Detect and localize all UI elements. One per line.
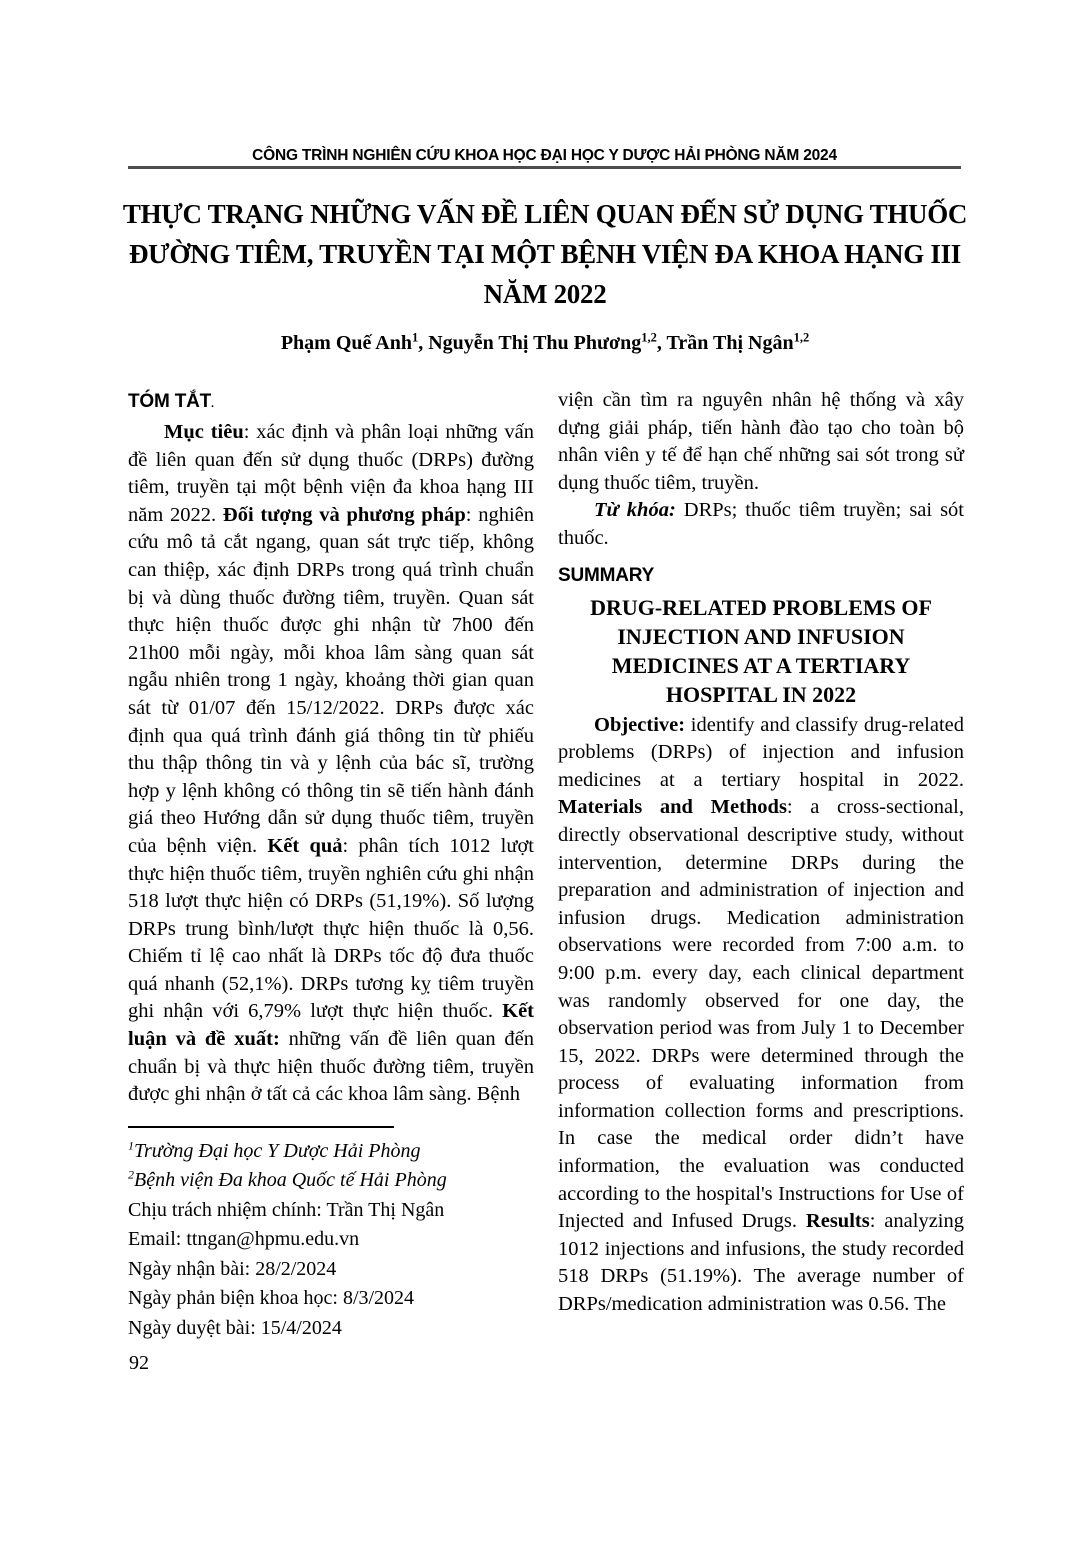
abstract-run: : xác định và phân loại những vấn đề liên quan đến sử dụng thuốc (DRPs) đường tiêm, truyền tại một bệnh viện đa khoa hạng III năm 2022. [128, 421, 534, 526]
abstract-run: những vấn đề liên quan đến chuẩn bị và thực hiện thuốc đường tiêm, truyền được ghi nhận ở tất cả các khoa lâm sàng. Bệnh [128, 1028, 535, 1106]
affiliation-superscript: 2 [128, 1167, 134, 1182]
affiliation-text: Trường Đại học Y Dược Hải Phòng [134, 1139, 421, 1162]
author-name: , Nguyễn Thị Thu Phương [418, 332, 642, 354]
left-column [128, 387, 534, 1343]
summary-title-line-4: HOSPITAL IN 2022 [665, 681, 857, 707]
summary-run: identify and classify drug-related problems (DRPs) of injection and infusion medicines at a tertiary hospital in 2022. [558, 713, 964, 791]
keywords-text: DRPs; thuốc tiêm truyền; sai sót thuốc. [558, 499, 964, 549]
footnote-divider [128, 1126, 394, 1128]
summary-heading: SUMMARY [558, 564, 655, 586]
summary-run-bold: Results [805, 1210, 870, 1233]
header-rule [128, 166, 961, 169]
affiliation-2 [128, 1166, 534, 1196]
authors-line [117, 332, 973, 355]
paper-title-line-1: THỰC TRẠNG NHỮNG VẤN ĐỀ LIÊN QUAN ĐẾN SỬ DỤNG THUỐC [122, 199, 968, 229]
abstract-run-bold: Đối tượng và phương pháp [222, 503, 466, 526]
abstract-run: : phân tích 1012 lượt thực hiện thuốc tiêm, truyền nghiên cứu ghi nhận 518 lượt thực hiện có DRPs (51,19%). Số lượng DRPs trung bình/lượt thực hiện thuốc là 0,56. Chiếm tỉ lệ cao nhất là DRPs tốc độ đưa thuốc quá nhanh (52,1%). DRPs tương kỵ tiêm truyền ghi nhận với 6,79% lượt thực hiện thuốc. [128, 834, 534, 1023]
paper-title [117, 194, 973, 314]
abstract-continuation-paragraph: viện cần tìm ra nguyên nhân hệ thống và xây dựng giải pháp, tiến hành đào tạo cho toàn bộ nhân viên y tế để hạn chế những sai sót trong sử dụng thuốc tiêm, truyền. [558, 389, 964, 494]
summary-title-line-1: DRUG-RELATED PROBLEMS OF [590, 594, 932, 620]
affiliation-superscript: 1 [128, 1138, 134, 1153]
summary-run: : analyzing 1012 injections and infusions, the study recorded 518 DRPs (51.19%). The average number of DRPs/medication administration was 0.56. The [558, 1210, 964, 1316]
review-date-line: Ngày phản biện khoa học: 8/3/2024 [128, 1287, 415, 1310]
summary-title-line-3: MEDICINES AT A TERTIARY [611, 652, 911, 678]
corresponding-author-line: Chịu trách nhiệm chính: Trần Thị Ngân [128, 1198, 445, 1221]
summary-title-line-2: INJECTION AND INFUSION [617, 623, 905, 649]
affiliation-text: Bệnh viện Đa khoa Quốc tế Hải Phòng [134, 1169, 447, 1192]
right-column [558, 387, 964, 1319]
received-date-line: Ngày nhận bài: 28/2/2024 [128, 1257, 337, 1280]
summary-paragraph [558, 712, 964, 1319]
abstract-run-bold: Kết quả [267, 834, 343, 857]
summary-run: : a cross-sectional, directly observational descriptive study, without intervention, determine DRPs during the preparation and administration of injection and infusion drugs. Medication administration observations were recorded from 7:00 a.m. to 9:00 p.m. every day, each clinical department was randomly observed for one day, the observation period was from July 1 to December 15, 2022. DRPs were determined through the process of evaluating information from information collection forms and prescriptions. In case the medical order didn’t have information, the evaluation was conducted according to the hospital's Instructions for Use of Injected and Infused Drugs. [558, 796, 964, 1233]
abstract-heading [128, 387, 534, 419]
footnotes-block [128, 1126, 534, 1344]
summary-run-bold: Objective: [594, 713, 686, 736]
email-line: Email: ttngan@hpmu.edu.vn [128, 1228, 360, 1251]
summary-section [558, 561, 964, 1319]
abstract-paragraph [128, 419, 534, 1109]
accepted-date-line: Ngày duyệt bài: 15/4/2024 [128, 1316, 342, 1339]
paper-title-line-2: ĐƯỜNG TIÊM, TRUYỀN TẠI MỘT BỆNH VIỆN ĐA KHOA HẠNG III [128, 239, 961, 269]
summary-title [558, 593, 964, 709]
affiliation-1 [128, 1137, 534, 1167]
abstract-run-bold: Kết luận và đề xuất: [128, 1000, 534, 1051]
author-affiliation-superscript: 1,2 [641, 330, 657, 345]
summary-run-bold: Materials and Methods [558, 796, 787, 819]
author-affiliation-superscript: 1,2 [793, 330, 810, 345]
page-number: 92 [129, 1352, 149, 1374]
keywords-paragraph [558, 497, 964, 552]
keywords-label: Từ khóa: [594, 499, 676, 522]
abstract-run: : nghiên cứu mô tả cắt ngang, quan sát trực tiếp, không can thiệp, xác định DRPs trong quá trình chuẩn bị và dùng thuốc đường tiêm, truyền. Quan sát thực hiện thuốc được ghi nhận từ 7h00 đến 21h00 mỗi ngày, mỗi khoa lâm sàng quan sát ngẫu nhiên trong 1 ngày, khoảng thời gian quan sát từ 01/07 đến 15/12/2022. DRPs được xác định qua quá trình đánh giá thông tin từ phiếu thu thập thông tin và y lệnh của bác sĩ, trường hợp y lệnh không có thông tin sẽ tiến hành đánh giá theo Hướng dẫn sử dụng thuốc tiêm, truyền của bệnh viện. [128, 503, 534, 857]
author-name: , Trần Thị Ngân [656, 332, 794, 354]
author-affiliation-superscript: 1 [411, 330, 419, 345]
abstract-heading-text: TÓM TẮT [128, 391, 212, 412]
author-name: Phạm Quế Anh [280, 332, 412, 354]
abstract-run-bold: Mục tiêu [164, 421, 244, 443]
paper-title-line-3: NĂM 2022 [483, 279, 607, 309]
running-header: CÔNG TRÌNH NGHIÊN CỨU KHOA HỌC ĐẠI HỌC Y DƯỢC HẢI PHÒNG NĂM 2024 [252, 147, 837, 164]
abstract-heading-dot: . [211, 398, 214, 410]
